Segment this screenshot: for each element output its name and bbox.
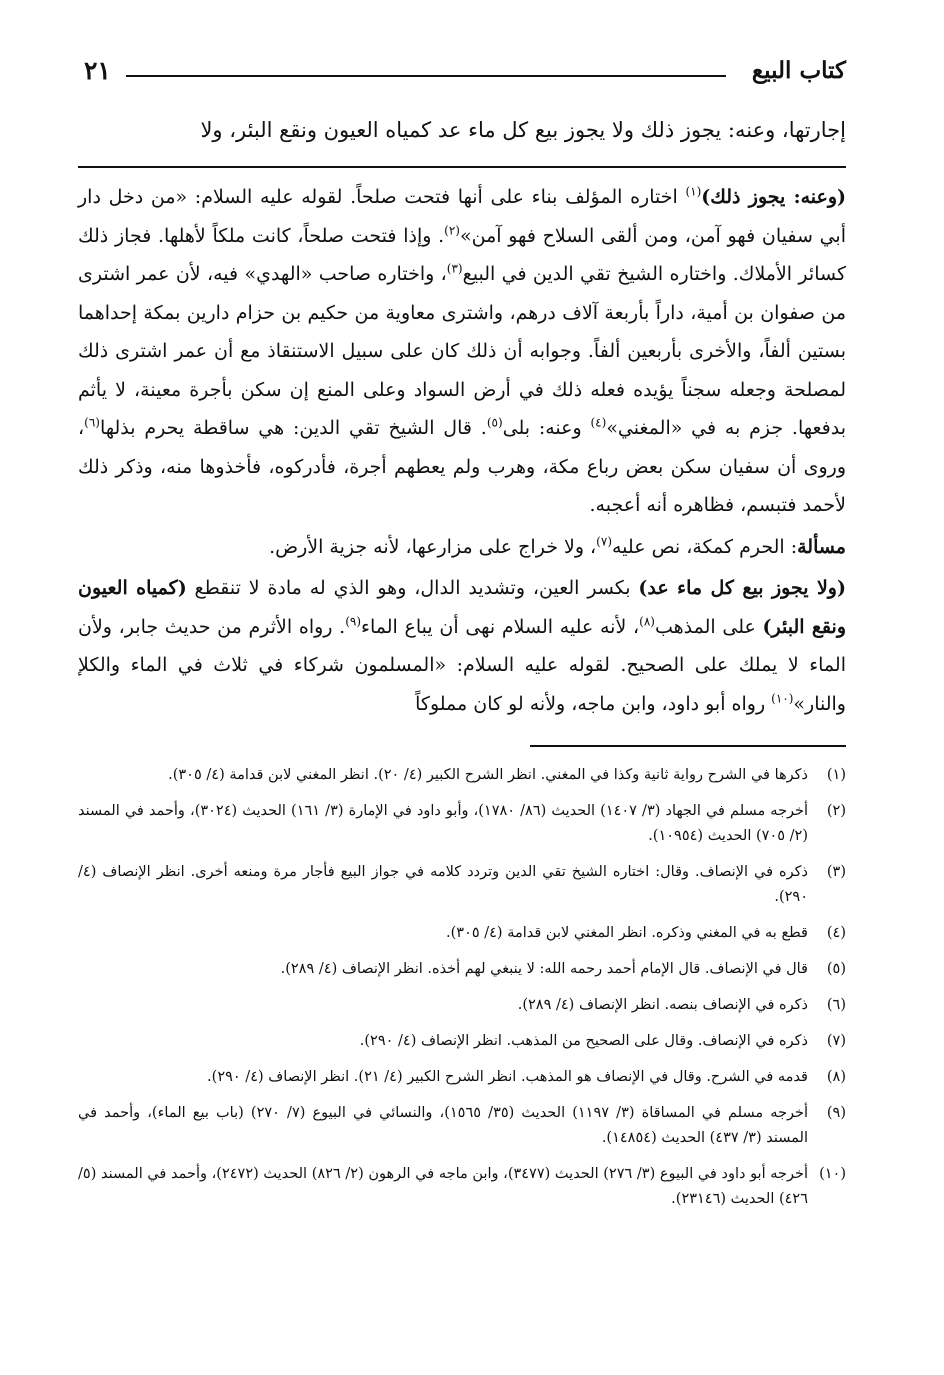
commentary-text: رواه أبو داود، وابن ماجه، ولأنه لو كان مملوكاً bbox=[415, 692, 772, 715]
footnote-number: (١) bbox=[826, 767, 846, 783]
footnote-number: (٣) bbox=[826, 864, 846, 880]
footnote-ref[interactable]: (٣) bbox=[446, 261, 463, 276]
footnote-text: ذكره في الإنصاف. وقال على الصحيح من المذهب. انظر الإنصاف (٤/ ٢٩٠). bbox=[359, 1033, 808, 1049]
quoted-phrase: (ولا يجوز بيع كل ماء عد) bbox=[638, 577, 846, 599]
footnote-number: (٦) bbox=[826, 997, 846, 1013]
commentary-paragraph-1 bbox=[78, 178, 846, 525]
header-rule bbox=[126, 75, 726, 77]
footnote-ref[interactable]: (٩) bbox=[345, 614, 362, 629]
footnote bbox=[78, 799, 846, 849]
commentary-paragraph-2 bbox=[78, 528, 846, 567]
commentary-text: . قال الشيخ تقي الدين: هي ساقطة يحرم بذلها bbox=[99, 417, 487, 439]
commentary-text: بكسر العين، وتشديد الدال، وهو الذي له مادة لا تنقطع bbox=[186, 577, 639, 599]
footnote bbox=[78, 921, 846, 946]
footnote-ref[interactable]: (٤) bbox=[590, 415, 607, 430]
footnotes bbox=[78, 763, 846, 1212]
quoted-phrase: (كمياه العيون ونقع البئر) bbox=[78, 577, 847, 638]
footnote-ref[interactable]: (٢) bbox=[444, 223, 460, 238]
footnote-ref[interactable]: (٥) bbox=[486, 415, 503, 430]
chapter-title: كتاب البيع bbox=[751, 57, 846, 84]
page-number: ٢١ bbox=[84, 56, 111, 85]
footnote-number: (٩) bbox=[826, 1105, 846, 1121]
commentary-text: : الحرم كمكة، نص عليه bbox=[612, 535, 798, 558]
footnote-number: (١٠) bbox=[819, 1166, 846, 1182]
main-text-line: إجارتها، وعنه: يجوز ذلك ولا يجوز بيع كل ماء عد كمياه العيون ونقع البئر، ولا bbox=[200, 118, 846, 142]
commentary-text: اختاره المؤلف بناء على أنها فتحت صلحاً. لقوله عليه السلام: «من دخل دار أبي سفيان فهو آمن، ومن ألقى السلاح فهو آمن» bbox=[78, 186, 846, 247]
footnote bbox=[78, 993, 846, 1018]
commentary-text: . رواه الأثرم من حديث جابر، ولأن الماء لا يملك على الصحيح. لقوله عليه السلام: «المسلمون شركاء في ثلاث في الماء والكلإ والنار» bbox=[78, 615, 846, 715]
quoted-phrase: (وعنه: يجوز ذلك) bbox=[701, 186, 847, 208]
footnote bbox=[78, 1029, 846, 1054]
footnote-text: أخرجه مسلم في المساقاة (٣/ ١١٩٧) الحديث (٣٥/ ١٥٦٥)، والنسائي في البيوع (٧/ ٢٧٠) (باب بيع الماء)، وأحمد في المسند (٣/ ٤٣٧) الحديث (١٤٨٥٤). bbox=[78, 1105, 809, 1146]
footnote-ref[interactable]: (١) bbox=[685, 184, 702, 199]
footnote-text: أخرجه مسلم في الجهاد (٣/ ١٤٠٧) الحديث (٨٦/ ١٧٨٠)، وأبو داود في الإمارة (٣/ ١٦١) الحديث (٣٠٢٤)، وأحمد في المسند (٢/ ٧٠٥) الحديث (١٠٩٥٤). bbox=[78, 803, 809, 844]
footnote bbox=[78, 763, 846, 788]
commentary-text: . وإذا فتحت صلحاً، كانت ملكاً لأهلها. فجاز ذلك كسائر الأملاك. واختاره الشيخ تقي الدين في البيع bbox=[78, 224, 846, 285]
footnote-text: ذكره في الإنصاف. وقال: اختاره الشيخ تقي الدين وتردد كلامه في جواز البيع فأجار مرة ومنعه أخرى. انظر الإنصاف (٤/ ٢٩٠). bbox=[78, 864, 808, 905]
footnote-text: قدمه في الشرح. وقال في الإنصاف هو المذهب. انظر الشرح الكبير (٤/ ٢١). انظر الإنصاف (٤/ ٢٩٠). bbox=[207, 1069, 808, 1085]
footnote-number: (٤) bbox=[826, 925, 846, 941]
footnote bbox=[78, 860, 846, 910]
footnote-number: (٧) bbox=[826, 1033, 846, 1049]
footnote-ref[interactable]: (٧) bbox=[596, 534, 612, 549]
footnote-number: (٨) bbox=[826, 1069, 846, 1085]
footnote bbox=[78, 1162, 846, 1212]
footnote-text: ذكرها في الشرح رواية ثانية وكذا في المغني. انظر الشرح الكبير (٤/ ٢٠). انظر المغني لابن قدامة (٤/ ٣٠٥). bbox=[168, 767, 808, 783]
running-header bbox=[78, 52, 846, 90]
footnote-ref[interactable]: (١٠) bbox=[771, 691, 794, 706]
commentary-text: وعنه: بلى bbox=[502, 417, 591, 439]
matn-separator bbox=[78, 166, 846, 168]
footnote-text: قطع به في المغني وذكره. انظر المغني لابن قدامة (٤/ ٣٠٥). bbox=[445, 925, 808, 941]
footnote-number: (٥) bbox=[826, 961, 846, 977]
commentary-text: ، واختاره صاحب «الهدي» فيه، لأن عمر اشترى من صفوان بن أمية، داراً بأربعة آلاف درهم، واشترى معاوية من حكيم بن حزام دارين بمكة إحداهما بستين ألفاً، والأخرى بأربعين ألفاً. وجوابه أن ذلك كان على سبيل الاستنقاذ مع أن عمر اشترى ذلك لمصلحة وجعله سجناً يؤيده فعله ذلك في أرض السواد وعلى المنع إن سكن بأجرة معينة، لا يأثم بدفعها. جزم به في «المغني» bbox=[78, 263, 847, 439]
footnote-ref[interactable]: (٨) bbox=[639, 614, 655, 629]
footnote-text: أخرجه أبو داود في البيوع (٣/ ٢٧٦) الحديث (٣٤٧٧)، وابن ماجه في الرهون (٢/ ٨٢٦) الحديث (٢٤٧٢)، وأحمد في المسند (٥/ ٤٢٦) الحديث (٢٣١٤٦). bbox=[78, 1166, 808, 1207]
footnote-ref[interactable]: (٦) bbox=[84, 415, 100, 430]
commentary-text: ، وروى أن سفيان سكن بعض رباع مكة، وهرب ولم يعطهم أجرة، فأدركوه، فأخذوها منه، وذكر ذلك لأحمد فتبسم، فظاهره أنه أعجبه. bbox=[78, 417, 847, 516]
book-page bbox=[78, 52, 846, 1223]
footnote bbox=[78, 1101, 846, 1151]
commentary-paragraph-3 bbox=[78, 569, 846, 723]
footnote-text: ذكره في الإنصاف بنصه. انظر الإنصاف (٤/ ٢٨٩). bbox=[517, 997, 808, 1013]
footnote-separator bbox=[530, 745, 846, 747]
footnote bbox=[78, 1065, 846, 1090]
issue-label: مسألة bbox=[797, 535, 846, 558]
footnote-text: قال في الإنصاف. قال الإمام أحمد رحمه الله: لا ينبغي لهم أخذه. انظر الإنصاف (٤/ ٢٨٩). bbox=[280, 961, 808, 977]
commentary-text: ، ولا خراج على مزارعها، لأنه جزية الأرض. bbox=[269, 535, 597, 558]
footnote bbox=[78, 957, 846, 982]
commentary bbox=[78, 178, 846, 723]
commentary-text: ، لأنه عليه السلام نهى أن يباع الماء bbox=[361, 615, 640, 638]
commentary-text: على المذهب bbox=[654, 615, 763, 638]
footnote-number: (٢) bbox=[826, 803, 846, 819]
